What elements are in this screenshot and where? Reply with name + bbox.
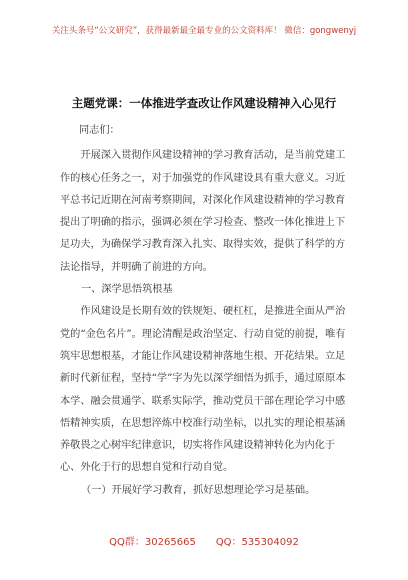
footer-contact [0, 533, 408, 548]
footer-qq-group: QQ群：30265665 [109, 537, 196, 548]
paragraph-1: 开展深入贯彻作风建设精神的学习教育活动，是当前党建工作的核心任务之一，对于加强党的作风建设具有重大意义。习近平总书记近期在河南考察期间，对深化作风建设精神的学习教育提出了明确的指示，强调必须在学习检查、整改一体化推进上下足功夫，为确保学习教育深入扎实、取得实效，提供了科学的方法论指导，并明确了前进的方向。 [60, 150, 346, 273]
greeting: 同志们： [79, 125, 120, 136]
document-body [60, 120, 354, 502]
subheading-1: （一）开展好学习教育，抓好思想理论学习是基础。 [81, 484, 316, 496]
footer-qq: QQ：535304092 [215, 537, 299, 548]
header-promo-note: 关注头条号“公文研究”，获得最新最全最专业的公文资料库！ 微信：gongwenyj [51, 26, 357, 36]
document-title: 主题党课：一体推进学查改让作风建设精神入心见行 [71, 96, 337, 110]
section-heading-1: 一、深学思悟筑根基 [81, 284, 173, 296]
paragraph-2: 作风建设是长期有效的铁规矩、硬杠杠，是推进全面从严治党的“金色名片”。理论清醒是政治坚定、行动自觉的前提，唯有筑牢思想根基，才能让作风建设精神落地生根、开花结果。立足新时代新征程，坚持“学”字为先以深学细悟为抓手，通过原原本本学、融会贯通学、联系实际学，推动党员干部在理论学习中感悟精神实质，在思想淬炼中校准行动坐标，以扎实的理论根基涵养敬畏之心树牢纪律意识，切实将作风建设精神转化为内化于心、外化于行的思想自觉和行动自觉。 [60, 306, 346, 474]
